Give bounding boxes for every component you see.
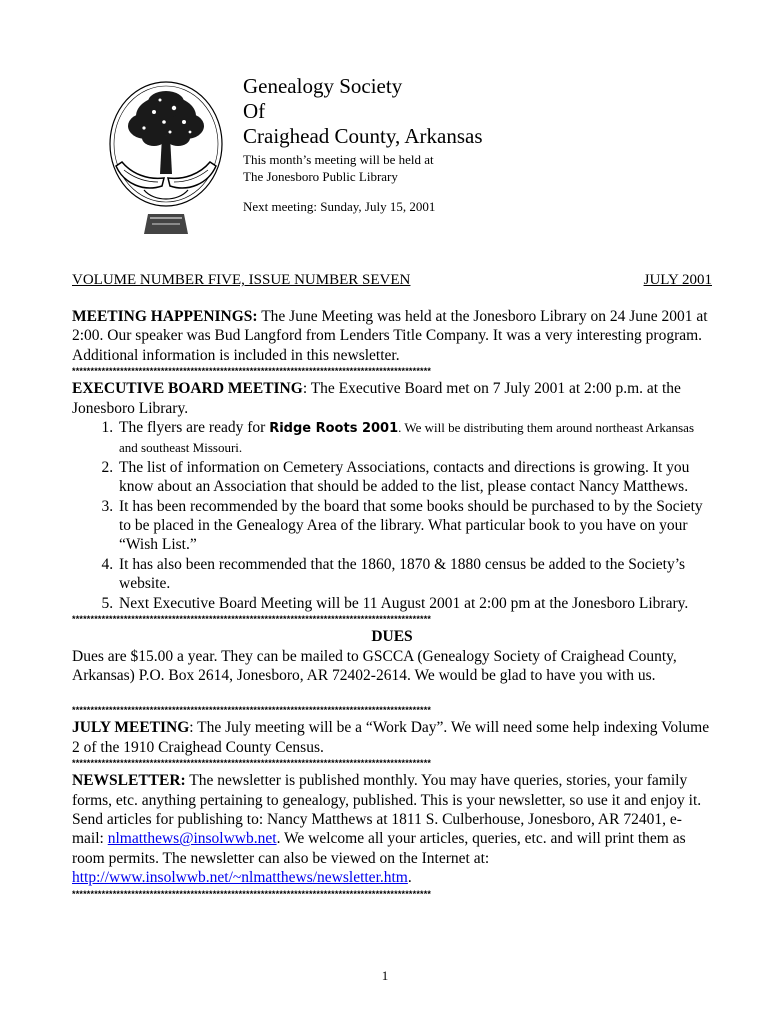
separator-1: ************************************************************************************************* [72,366,432,377]
executive-board-heading: EXECUTIVE BOARD MEETING [72,380,303,398]
separator-2: ************************************************************************************************* [72,614,432,625]
meeting-place-line-1: This month’s meeting will be held at [243,152,434,167]
meeting-happenings-section [72,307,712,365]
newsletter-heading: NEWSLETTER: [72,772,186,790]
july-meeting-text: : The July meeting will be a “Work Day”. We will need some help indexing Volume 2 of the 1910 Craighead County Census. [72,719,710,756]
newsletter-section: NEWSLETTER: The newsletter is published monthly. You may have queries, stories, your family forms, etc. anything pertaining to genealogy, published. This is your newsletter, so use it and enjoy it. Send articles for publishing to: Nancy Matthews at 1811 S. Culberhouse, Jonesboro, AR 72401, e-mail: nlmatthews@insolwwb.net. We welcome all your articles, queries, etc. and will print them as room permits. The newsletter can also be viewed on the Internet at: http://www.insolwwb.net/~nlmatthews/newsletter.htm. [72,772,702,887]
page-number: 1 [381,968,389,983]
masthead [243,74,663,215]
volume-issue: VOLUME NUMBER FIVE, ISSUE NUMBER SEVEN [72,272,411,288]
separator-4: ************************************************************************************************* [72,758,432,769]
meeting-happenings-heading: MEETING HAPPENINGS: [72,308,258,325]
july-meeting-heading: JULY MEETING [72,719,190,737]
separator-5: ************************************************************************************************* [72,888,432,899]
tree-hands-logo-icon [104,74,228,238]
newsletter-body [72,270,712,902]
title-line-2: Of [243,99,266,123]
ridge-roots-title: Ridge Roots 2001 [269,421,399,437]
next-meeting: Next meeting: Sunday, July 15, 2001 [243,199,436,214]
dues-text: Dues are $15.00 a year. They can be mailed to GSCCA (Genealogy Society of Craighead County, Arkansas) P.O. Box 2614, Jonesboro, AR 72402-2614. We would be glad to have you with us. [72,647,677,684]
list-item: 4. It has also been recommended that the 1860, 1870 & 1880 census be added to the Society’s website. [117,555,712,594]
executive-board-text: : The Executive Board met on 7 July 2001 at 2:00 p.m. at the Jonesboro Library. [72,380,681,417]
volume-line [72,270,712,290]
meeting-place-line-2: The Jonesboro Public Library [243,169,398,184]
executive-board-section [72,379,712,418]
july-meeting-section [72,718,712,757]
list-item: 1. The flyers are ready for Ridge Roots 2001. We will be distributing them around northeast Arkansas and southeast Missouri. [117,418,712,458]
newsletter-url-link[interactable]: http://www.insolwwb.net/~nlmatthews/newsletter.htm [72,869,408,887]
title-line-1: Genealogy Society [243,74,403,98]
list-item: 5. Next Executive Board Meeting will be 11 August 2001 at 2:00 pm at the Jonesboro Library. [117,594,712,613]
list-item: 3. It has been recommended by the board that some books should be purchased to by the Society to be placed in the Genealogy Area of the library. What particular book to you have on your “Wish List.” [117,497,712,555]
society-logo [104,74,228,238]
email-link[interactable]: nlmatthews@insolwwb.net [107,830,277,848]
volume-date: JULY 2001 [643,272,712,288]
list-item: 2. The list of information on Cemetery Associations, contacts and directions is growing. It you know about an Association that should be added to the list, please contact Nancy Matthews. [117,458,712,497]
meeting-happenings-text: The June Meeting was held at the Jonesboro Library on 24 June 2001 at 2:00. Our speaker was Bud Langford from Lenders Title Company. It was a very interesting program. Additional information is included in this newsletter. [72,308,708,364]
executive-board-list [72,418,712,613]
title-line-3: Craighead County, Arkansas [243,124,483,148]
separator-3: ************************************************************************************************* [72,705,432,716]
dues-heading: DUES [371,628,413,646]
